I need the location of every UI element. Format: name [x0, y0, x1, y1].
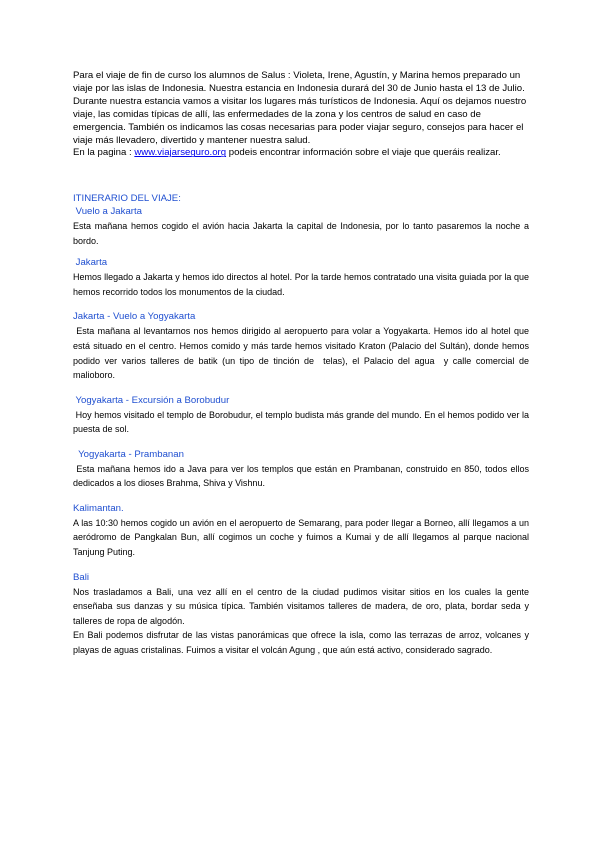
section-title-borobudur: Yogyakarta - Excursión a Borobudur [73, 394, 230, 406]
section-text-vuelo-jakarta: Esta mañana hemos cogido el avión hacia Jakarta la capital de Indonesia, por lo tanto pasaremos la noche a bordo. [73, 221, 529, 246]
document-content [73, 70, 532, 657]
section-text-jakarta-yogyakarta: Esta mañana al levantarnos nos hemos dirigido al aeropuerto para volar a Yogyakarta. Hemos ido al hotel que está situado en el centro. Hemos comido y más tarde hemos visitado Kraton (Palacio del Sultán), donde hemos podido ver varios talleres de batik (un tipo de tinción de telas), el Palacio del agua y calle comercial de malioboro. [73, 326, 532, 381]
section-title-prambanan: Yogyakarta - Prambanan [73, 448, 184, 460]
website-link[interactable]: www.viajarseguro.org [134, 147, 227, 159]
section-text-bali-2: En Bali podemos disfrutar de las vistas panorámicas que ofrece la isla, como las terrazas de arroz, volcanes y playas de aguas cristalinas. Fuimos a visitar el volcán Agung , que aún está activo, considerado sagrado. [73, 630, 529, 655]
section-text-jakarta: Hemos llegado a Jakarta y hemos ido directos al hotel. Por la tarde hemos contratado una visita guiada por la que hemos recorrido todos los monumentos de la ciudad. [73, 272, 529, 297]
section-title-jakarta: Jakarta [73, 257, 108, 269]
section-title-jakarta-yogyakarta: Jakarta - Vuelo a Yogyakarta [73, 311, 196, 323]
intro-paragraph [73, 70, 529, 160]
intro-text: Para el viaje de fin de curso los alumnos de Salus : Violeta, Irene, Agustín, y Marina hemos preparado un viaje por las islas de Indonesia. Nuestra estancia en Indonesia durará del 30 de Junio hasta el 13 de Julio. Durante nuestra estancia vamos a visitar los lugares más turísticos de Indonesia. Aquí os dejamos nuestro viaje, las comidas típicas de allí, las enfermedades de la zona y los centros de salud en caso de emergencia. También os indicamos las cosas necesarias para poder viajar seguro, consejos para hacer el viaje más llevadero, divertido y mantener nuestra salud. [73, 70, 527, 146]
link-suffix: podeis encontrar información sobre el viaje que queráis realizar. [226, 147, 501, 159]
link-prefix: En la pagina : [73, 147, 135, 159]
section-text-kalimantan: A las 10:30 hemos cogido un avión en el aeropuerto de Semarang, para poder llegar a Borneo, allí llegamos a un aeródromo de Pangkalan Bun, allí cogimos un coche y fuimos a Kumai y de allí llegamos al parque nacional Tanjung Puting. [73, 517, 529, 557]
section-text-prambanan: Esta mañana hemos ido a Java para ver los templos que están en Prambanan, construido en 850, todos ellos dedicados a los dioses Brahma, Shiva y Vishnu. [73, 463, 532, 489]
section-text-bali: Nos trasladamos a Bali, una vez allí en el centro de la ciudad pudimos visitar sitios en los cuales la gente enseñaba sus danzas y su música típica. También visitamos talleres de madera, de oro, plata, bordar seda y talleres de ropa de algodón. [73, 586, 529, 626]
section-text-borobudur: Hoy hemos visitado el templo de Borobudur, el templo budista más grande del mundo. En el hemos podido ver la puesta de sol. [73, 409, 532, 435]
section-title-bali: Bali [73, 571, 89, 583]
section-title-kalimantan: Kalimantan. [73, 502, 124, 514]
itinerary-title: ITINERARIO DEL VIAJE: [73, 193, 181, 205]
section-title-vuelo-jakarta: Vuelo a Jakarta [73, 206, 142, 218]
